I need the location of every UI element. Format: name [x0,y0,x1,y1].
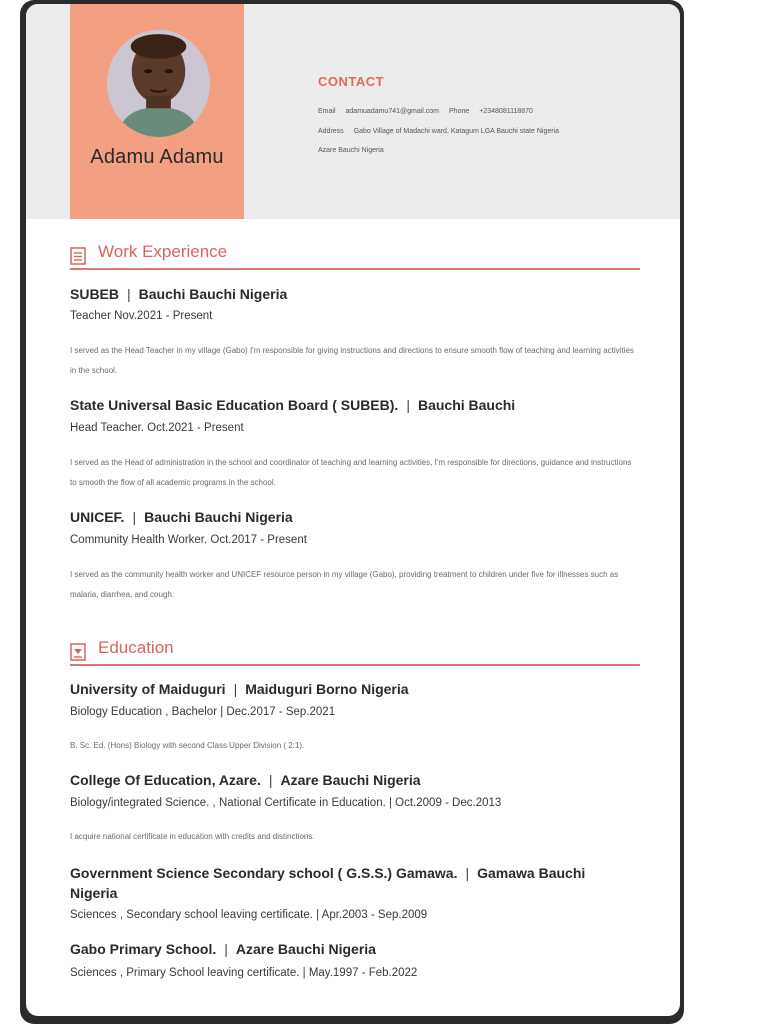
separator: | [233,681,238,697]
edu-entry-1-location: Maiduguri Borno Nigeria [245,681,409,697]
work-entry-1-location: Bauchi Bauchi Nigeria [138,286,288,302]
edu-entry-4-detail: Sciences , Primary School leaving certificate. | May.1997 - Feb.2022 [70,967,418,979]
work-entry-2-title [70,397,515,413]
person-name: Adamu Adamu [90,146,224,168]
work-entry-1-role: Teacher Nov.2021 - Present [70,310,213,322]
edu-entry-2-org: College Of Education, Azare. [70,772,261,788]
work-entry-1-org: SUBEB [70,286,120,302]
education-icon [70,643,86,661]
work-entry-2-desc: I served as the Head of administration in the school and coordinator of teaching and learning activities, I'm responsible for directions, guidance and instructions to smooth the flow of all academic programs in the school. [70,458,632,487]
edu-entry-3-location: Gamawa Bauchi Nigeria [70,865,586,901]
contact-address-line2 [318,147,394,154]
work-entry-2-location: Bauchi Bauchi [417,397,516,413]
work-entry-1-title [70,286,287,302]
edu-entry-1-desc: B. Sc. Ed. (Hons) Biology with second Class Upper Division ( 2:1). [70,741,305,750]
address-value: Gabo Village of Madachi ward, Katagum LGA Bauchi state Nigeria [353,128,560,135]
phone-value[interactable]: +2348081118870 [479,108,533,115]
edu-entry-1-org: University of Maiduguri [70,681,226,697]
edu-entry-4-org: Gabo Primary School. [70,941,217,957]
email-label: Email [318,108,336,115]
education-heading [70,638,640,666]
edu-entry-4-title [70,941,376,957]
work-entry-2-role: Head Teacher. Oct.2021 - Present [70,422,244,434]
work-entry-1-desc: I served as the Head Teacher in my village (Gabo) I'm responsible for giving instructions and directions to ensure smooth flow of teaching and learning activities in the school. [70,346,634,375]
phone-label: Phone [449,108,470,115]
separator: | [268,772,273,788]
work-experience-title: Work Experience [98,242,228,261]
work-entry-3-title [70,509,293,525]
work-entry-3-org: UNICEF. [70,509,125,525]
resume-page [26,4,680,1016]
separator: | [132,509,137,525]
edu-entry-3-detail: Sciences , Secondary school leaving certificate. | Apr.2003 - Sep.2009 [70,909,428,921]
contact-heading: CONTACT [318,74,385,89]
avatar [107,30,210,137]
address-line2: Azare Bauchi Nigeria [318,147,384,154]
profile-photo [107,30,210,137]
edu-entry-2-desc: I acquire national certificate in education with credits and distinctions. [70,832,315,841]
contact-email-phone [318,108,543,115]
work-entry-3-desc: I served as the community health worker and UNICEF resource person in my village (Gabo), providing treatment to children under five for illnesses such as malaria, diarrhea, and cough. [70,570,619,599]
email-value[interactable]: adamuadamu741@gmail.com [345,108,440,115]
work-entry-3-location: Bauchi Bauchi Nigeria [144,509,293,525]
edu-entry-3-org: Government Science Secondary school ( G.S.S.) Gamawa. [70,865,458,881]
edu-entry-2-location: Azare Bauchi Nigeria [280,772,421,788]
resume-header [26,4,680,219]
edu-entry-4-location: Azare Bauchi Nigeria [235,941,376,957]
edu-entry-2-title [70,772,421,788]
edu-entry-1-title [70,681,409,697]
edu-entry-3-title [70,863,630,903]
edu-entry-1-detail: Biology Education , Bachelor | Dec.2017 - Sep.2021 [70,706,336,718]
address-label: Address [318,128,344,135]
education-title: Education [98,638,174,657]
work-experience-heading [70,242,640,270]
work-entry-3-role: Community Health Worker. Oct.2017 - Present [70,534,307,546]
photo-panel [70,4,244,219]
separator: | [224,941,228,957]
separator: | [406,397,410,413]
separator: | [127,286,131,302]
work-experience-icon [70,247,86,265]
separator: | [465,865,470,881]
work-entry-2-org: State Universal Basic Education Board ( SUBEB). [70,397,399,413]
contact-address [318,128,559,135]
edu-entry-2-detail: Biology/integrated Science. , National Certificate in Education. | Oct.2009 - Dec.2013 [70,797,502,809]
